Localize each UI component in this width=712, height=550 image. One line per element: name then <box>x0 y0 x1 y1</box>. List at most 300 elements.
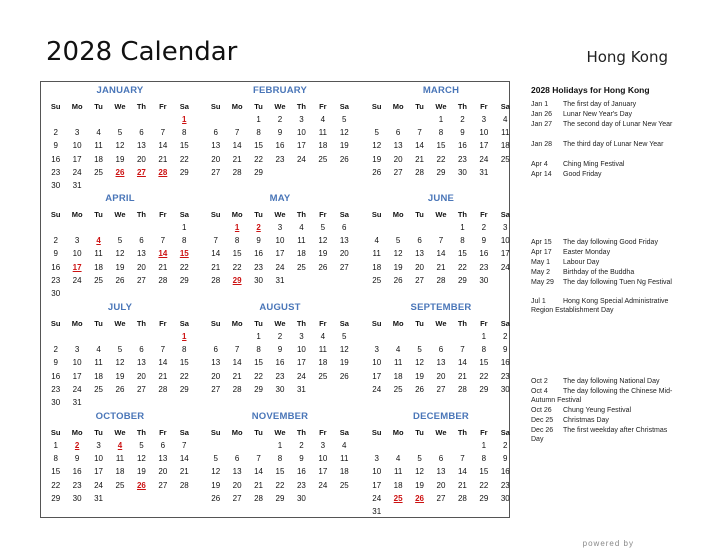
day-cell: 28 <box>457 384 467 394</box>
day-cell: 1 <box>234 223 240 232</box>
empty-cell <box>66 221 87 234</box>
day-cell: 3 <box>74 345 80 355</box>
day-cell: 7 <box>234 128 240 138</box>
day-cell: 11 <box>393 358 403 368</box>
day-cell: 25 <box>94 167 104 177</box>
weekday-label: Fr <box>480 102 488 111</box>
day-cell: 27 <box>339 262 349 272</box>
weekday-label: Tu <box>94 210 103 219</box>
holiday-item <box>531 238 681 247</box>
day-cell: 22 <box>179 262 189 272</box>
day-cell: 9 <box>503 454 508 464</box>
holiday-name: The third day of Lunar New Year <box>563 141 664 148</box>
weekday-label: Fr <box>480 319 488 328</box>
day-cell: 1 <box>256 332 261 341</box>
day-cell: 15 <box>232 249 242 259</box>
day-cell: 28 <box>158 275 168 285</box>
day-cell: 14 <box>457 358 467 368</box>
weekday-label: Fr <box>319 319 327 328</box>
holiday-name: Hong Kong Special Administrative Region Establishment Day <box>531 298 669 314</box>
day-cell: 24 <box>372 384 382 394</box>
day-cell: 30 <box>500 493 510 503</box>
day-cell: 16 <box>275 141 285 151</box>
day-cell: 10 <box>275 236 285 246</box>
weekday-header <box>45 426 195 439</box>
day-cell: 5 <box>117 128 123 138</box>
empty-cell <box>226 113 247 126</box>
month-name: JANUARY <box>96 85 144 96</box>
holiday-name: Birthday of the Buddha <box>563 269 635 276</box>
day-cell: 9 <box>256 236 261 246</box>
day-cell: 9 <box>481 236 487 246</box>
day-cell: 22 <box>457 262 467 272</box>
weekday-label: Fr <box>319 210 327 219</box>
day-cell: 26 <box>415 384 425 394</box>
day-cell: 2 <box>277 332 283 341</box>
holiday-date: Jan 27 <box>531 121 553 128</box>
day-cell: 23 <box>275 371 285 381</box>
weekday-label: Su <box>210 210 221 219</box>
day-cell: 29 <box>479 493 489 503</box>
holiday-name: Chung Yeung Festival <box>563 407 632 414</box>
day-cell: 8 <box>481 454 487 464</box>
holiday-item <box>531 268 681 277</box>
day-cell: 4 <box>117 441 123 450</box>
month-december <box>366 410 516 518</box>
weekday-label: Mo <box>231 210 243 219</box>
day-cell: 3 <box>374 345 379 355</box>
weekday-label: Th <box>296 428 306 437</box>
day-cell: 19 <box>115 262 125 272</box>
day-cell: 6 <box>395 128 401 138</box>
day-cell: 31 <box>275 275 285 285</box>
day-cell: 4 <box>374 236 379 246</box>
weekday-label: Sa <box>179 319 189 328</box>
holiday-date: Jan 1 <box>531 101 549 108</box>
day-cell: 30 <box>51 397 61 407</box>
day-cell: 23 <box>254 262 264 272</box>
day-cell: 18 <box>393 371 403 381</box>
day-cell: 21 <box>415 154 425 164</box>
day-cell: 14 <box>158 141 168 151</box>
day-cell: 6 <box>438 454 444 464</box>
day-cell: 27 <box>393 167 403 177</box>
month-november <box>205 410 355 505</box>
day-cell: 22 <box>179 154 189 164</box>
day-cell: 15 <box>457 249 467 259</box>
day-cell: 6 <box>342 223 347 232</box>
page-title: 2028 Calendar <box>46 37 238 67</box>
weekday-label: Fr <box>319 428 327 437</box>
day-cell: 6 <box>213 128 218 138</box>
weekday-label: Th <box>136 319 146 328</box>
weekday-label: Tu <box>415 428 424 437</box>
day-cell: 24 <box>72 384 82 394</box>
day-cell: 24 <box>296 154 306 164</box>
day-cell: 20 <box>136 371 146 381</box>
weekday-label: Sa <box>339 210 349 219</box>
day-cell: 10 <box>72 358 82 368</box>
holiday-date: Jan 26 <box>531 111 553 118</box>
empty-cell <box>387 113 408 126</box>
weekday-label: Su <box>210 102 221 111</box>
weekday-header <box>205 426 355 439</box>
day-cell: 15 <box>275 467 285 477</box>
weekday-label: Sa <box>179 210 189 219</box>
holiday-name: The first day of January <box>563 101 637 108</box>
weekday-label: Th <box>457 102 467 111</box>
weekday-label: We <box>274 319 286 328</box>
day-cell: 20 <box>232 480 242 490</box>
day-cell: 25 <box>94 275 104 285</box>
weekday-label: Mo <box>231 319 243 328</box>
day-cell: 8 <box>182 128 187 138</box>
month-name: OCTOBER <box>95 411 145 422</box>
weekday-label: We <box>114 319 126 328</box>
holiday-item <box>531 377 681 386</box>
weekday-label: Th <box>296 102 306 111</box>
day-cell: 14 <box>211 249 221 259</box>
empty-cell <box>452 330 473 343</box>
holiday-name: The day following the Chinese Mid-Autumn Festival <box>531 388 673 404</box>
day-cell: 29 <box>436 167 446 177</box>
weekday-label: Mo <box>392 210 404 219</box>
day-cell: 21 <box>457 371 467 381</box>
day-cell: 7 <box>460 454 465 464</box>
day-cell: 29 <box>179 167 189 177</box>
holiday-date: May 29 <box>531 279 554 286</box>
empty-cell <box>205 330 226 343</box>
empty-cell <box>131 113 152 126</box>
empty-cell <box>45 113 66 126</box>
holiday-item <box>531 416 681 425</box>
day-cell: 11 <box>340 454 349 464</box>
day-cell: 27 <box>158 480 168 490</box>
weekday-label: We <box>114 428 126 437</box>
weekday-label: We <box>435 210 447 219</box>
holiday-date: Dec 26 <box>531 427 554 434</box>
day-cell: 16 <box>254 249 264 259</box>
calendar-grid <box>40 81 510 518</box>
day-cell: 5 <box>139 441 144 450</box>
day-cell: 16 <box>479 249 489 259</box>
day-cell: 3 <box>299 115 304 124</box>
day-cell: 25 <box>318 371 328 381</box>
holiday-item <box>531 426 681 444</box>
day-cell: 18 <box>393 480 403 490</box>
holiday-name: Christmas Day <box>563 417 609 424</box>
day-cell: 28 <box>415 167 425 177</box>
day-cell: 17 <box>72 371 82 381</box>
day-grid <box>366 439 516 518</box>
empty-cell <box>109 113 130 126</box>
weekday-label: Th <box>136 428 146 437</box>
holiday-item <box>531 406 681 415</box>
day-cell: 9 <box>53 358 58 368</box>
weekday-label: Tu <box>94 319 103 328</box>
holidays-title: 2028 Holidays for Hong Kong <box>531 85 650 95</box>
day-cell: 11 <box>94 358 103 368</box>
day-cell: 15 <box>254 358 264 368</box>
month-may <box>205 192 355 287</box>
day-cell: 2 <box>53 128 58 138</box>
day-cell: 15 <box>436 141 446 151</box>
month-july <box>45 301 195 409</box>
day-cell: 23 <box>296 480 306 490</box>
day-cell: 3 <box>74 236 80 246</box>
day-cell: 6 <box>139 128 144 138</box>
day-cell: 23 <box>457 154 467 164</box>
day-cell: 19 <box>339 358 349 368</box>
day-cell: 7 <box>213 236 218 246</box>
day-cell: 18 <box>115 467 125 477</box>
weekday-label: Sa <box>500 319 510 328</box>
weekday-label: Tu <box>254 319 263 328</box>
weekday-label: Mo <box>231 102 243 111</box>
day-cell: 1 <box>256 115 261 124</box>
footer-text: powered by <box>582 539 634 548</box>
empty-cell <box>205 113 226 126</box>
weekday-label: Sa <box>500 428 510 437</box>
day-cell: 6 <box>213 345 218 355</box>
empty-cell <box>366 439 387 452</box>
day-cell: 17 <box>372 480 382 490</box>
day-cell: 24 <box>372 493 382 503</box>
weekday-header <box>205 208 355 221</box>
weekday-label: Th <box>296 210 306 219</box>
day-cell: 10 <box>318 454 328 464</box>
day-cell: 19 <box>211 480 221 490</box>
empty-cell <box>45 221 66 234</box>
day-cell: 8 <box>53 454 58 464</box>
day-cell: 25 <box>500 154 510 164</box>
day-cell: 1 <box>277 441 283 450</box>
day-cell: 13 <box>436 467 446 477</box>
weekday-label: Th <box>457 428 467 437</box>
day-cell: 19 <box>318 249 328 259</box>
day-cell: 21 <box>158 262 168 272</box>
empty-cell <box>452 439 473 452</box>
day-cell: 24 <box>479 154 489 164</box>
day-cell: 9 <box>53 249 58 259</box>
day-cell: 23 <box>500 480 510 490</box>
day-cell: 19 <box>393 262 403 272</box>
day-cell: 15 <box>479 467 489 477</box>
day-cell: 12 <box>372 141 382 151</box>
day-cell: 15 <box>179 249 189 259</box>
day-cell: 8 <box>460 236 465 246</box>
day-cell: 1 <box>460 223 465 232</box>
day-cell: 3 <box>481 115 487 124</box>
month-april <box>45 192 195 300</box>
day-cell: 4 <box>96 345 101 355</box>
weekday-label: Mo <box>71 319 83 328</box>
holiday-item <box>531 278 681 287</box>
region-label: Hong Kong <box>586 48 668 66</box>
empty-cell <box>66 330 87 343</box>
day-cell: 9 <box>277 345 283 355</box>
day-cell: 4 <box>320 115 326 124</box>
day-cell: 6 <box>139 345 144 355</box>
holiday-item <box>531 248 681 257</box>
holiday-name: The second day of Lunar New Year <box>563 121 673 128</box>
weekday-header <box>45 100 195 113</box>
day-cell: 26 <box>136 480 146 490</box>
holiday-name: Easter Monday <box>563 249 611 256</box>
weekday-header <box>205 100 355 113</box>
day-cell: 3 <box>277 223 283 232</box>
day-cell: 6 <box>234 454 240 464</box>
day-cell: 28 <box>158 384 168 394</box>
day-cell: 28 <box>158 167 168 177</box>
holiday-item <box>531 140 681 149</box>
holiday-item <box>531 120 681 129</box>
day-cell: 22 <box>51 480 61 490</box>
empty-cell <box>430 221 451 234</box>
empty-cell <box>366 330 387 343</box>
day-cell: 18 <box>94 262 104 272</box>
weekday-label: Fr <box>159 210 167 219</box>
day-cell: 25 <box>393 384 403 394</box>
weekday-label: Sa <box>500 102 510 111</box>
day-cell: 1 <box>182 115 187 124</box>
day-cell: 28 <box>232 384 242 394</box>
weekday-label: We <box>435 102 447 111</box>
day-cell: 18 <box>500 141 510 151</box>
weekday-label: Sa <box>339 102 349 111</box>
day-cell: 17 <box>372 371 382 381</box>
weekday-label: Tu <box>94 428 103 437</box>
day-cell: 13 <box>136 249 146 259</box>
empty-cell <box>45 330 66 343</box>
day-cell: 12 <box>211 467 221 477</box>
day-cell: 21 <box>232 154 242 164</box>
day-cell: 27 <box>136 384 146 394</box>
holiday-date: Apr 17 <box>531 249 552 256</box>
day-cell: 9 <box>503 345 508 355</box>
day-cell: 25 <box>318 154 328 164</box>
day-cell: 12 <box>115 249 125 259</box>
weekday-label: Sa <box>339 428 349 437</box>
day-cell: 26 <box>372 167 382 177</box>
day-cell: 27 <box>211 167 221 177</box>
holiday-item <box>531 258 681 267</box>
weekday-label: Tu <box>254 428 263 437</box>
day-cell: 1 <box>481 332 487 341</box>
weekday-label: Su <box>371 210 382 219</box>
empty-cell <box>88 113 109 126</box>
month-name: APRIL <box>105 193 135 204</box>
weekday-label: Su <box>371 102 382 111</box>
day-cell: 28 <box>179 480 189 490</box>
day-cell: 24 <box>72 167 82 177</box>
weekday-label: We <box>274 102 286 111</box>
day-cell: 26 <box>115 384 125 394</box>
day-cell: 24 <box>500 262 510 272</box>
weekday-label: Su <box>50 428 61 437</box>
day-cell: 3 <box>299 332 304 341</box>
empty-cell <box>205 439 226 452</box>
day-cell: 20 <box>211 371 221 381</box>
empty-cell <box>152 330 173 343</box>
day-cell: 27 <box>436 384 446 394</box>
day-cell: 9 <box>460 128 465 138</box>
day-cell: 20 <box>136 262 146 272</box>
day-grid <box>205 113 355 179</box>
day-cell: 31 <box>372 506 382 516</box>
day-cell: 30 <box>500 384 510 394</box>
month-name: SEPTEMBER <box>410 302 472 313</box>
day-cell: 14 <box>457 467 467 477</box>
holiday-item <box>531 387 681 405</box>
day-cell: 29 <box>254 384 264 394</box>
day-cell: 27 <box>415 275 425 285</box>
day-grid <box>45 330 195 409</box>
day-cell: 7 <box>417 128 422 138</box>
day-cell: 4 <box>96 128 101 138</box>
day-cell: 7 <box>438 236 444 246</box>
day-cell: 22 <box>254 154 264 164</box>
day-cell: 3 <box>503 223 508 232</box>
day-cell: 19 <box>115 371 125 381</box>
day-cell: 15 <box>179 358 189 368</box>
day-cell: 26 <box>211 493 221 503</box>
day-grid <box>205 439 355 505</box>
weekday-label: Sa <box>179 428 189 437</box>
day-cell: 9 <box>74 454 80 464</box>
holiday-item <box>531 170 681 179</box>
weekday-header <box>45 208 195 221</box>
day-grid <box>366 113 516 179</box>
weekday-header <box>366 426 516 439</box>
day-cell: 31 <box>72 180 82 190</box>
day-cell: 22 <box>254 371 264 381</box>
weekday-label: Th <box>136 102 146 111</box>
day-cell: 16 <box>457 141 467 151</box>
empty-cell <box>66 113 87 126</box>
day-cell: 10 <box>500 236 510 246</box>
weekday-label: Mo <box>71 428 83 437</box>
weekday-label: Mo <box>71 210 83 219</box>
day-cell: 17 <box>296 141 306 151</box>
day-grid <box>45 221 195 300</box>
day-cell: 13 <box>415 249 425 259</box>
day-cell: 8 <box>256 345 261 355</box>
day-cell: 23 <box>51 275 61 285</box>
day-cell: 10 <box>479 128 489 138</box>
day-cell: 5 <box>395 236 401 246</box>
day-grid <box>45 439 195 505</box>
day-cell: 4 <box>320 332 326 341</box>
day-cell: 22 <box>436 154 446 164</box>
day-cell: 27 <box>232 493 242 503</box>
day-cell: 2 <box>503 332 508 341</box>
day-cell: 29 <box>275 493 285 503</box>
holiday-date: Apr 15 <box>531 239 552 246</box>
day-cell: 27 <box>211 384 221 394</box>
day-cell: 30 <box>479 275 489 285</box>
weekday-label: Th <box>457 210 467 219</box>
weekday-label: Tu <box>254 210 263 219</box>
day-cell: 21 <box>211 262 221 272</box>
day-cell: 20 <box>211 154 221 164</box>
day-cell: 25 <box>115 480 125 490</box>
day-cell: 13 <box>232 467 242 477</box>
day-cell: 24 <box>318 480 328 490</box>
holiday-name: Ching Ming Festival <box>563 161 625 168</box>
day-cell: 10 <box>72 249 82 259</box>
day-cell: 29 <box>179 275 189 285</box>
